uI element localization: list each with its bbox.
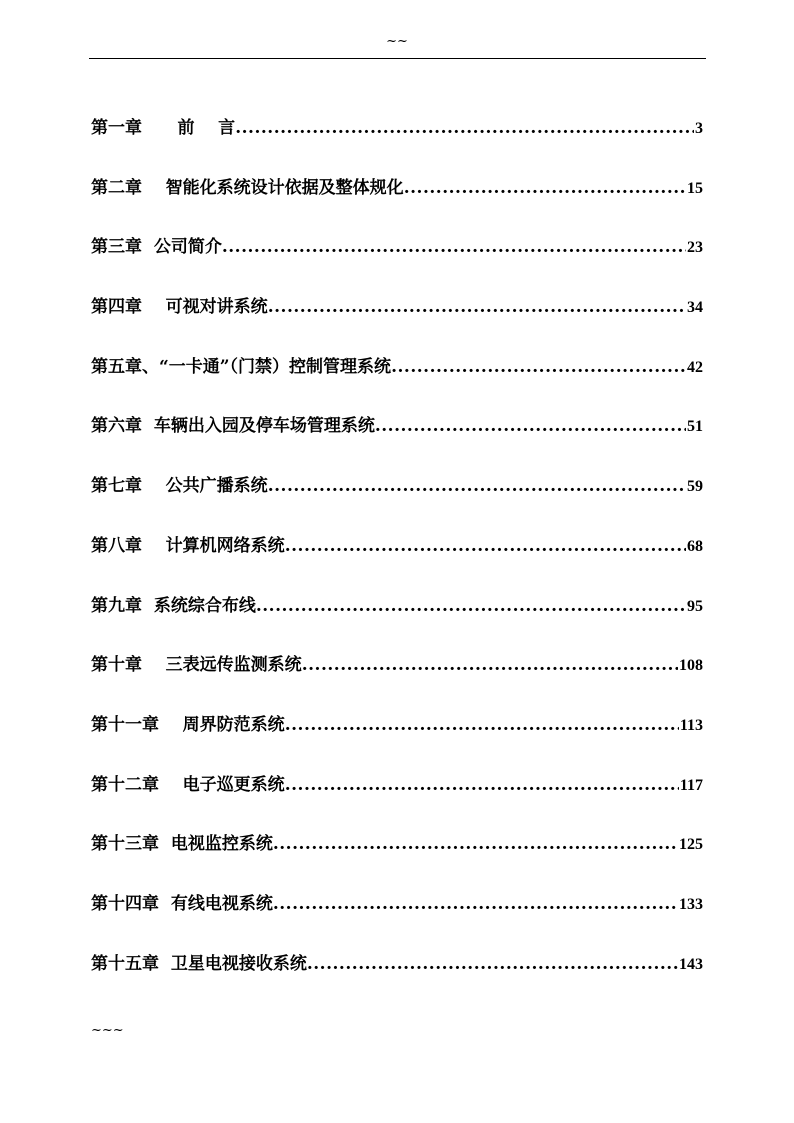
toc-page-number: 15 xyxy=(687,179,703,197)
toc-entry-label: 第一章 前 言 xyxy=(91,118,236,138)
toc-page-number: 42 xyxy=(687,358,703,376)
toc-entry-4[interactable] xyxy=(91,291,703,351)
toc-page-number: 34 xyxy=(687,299,703,317)
toc-leader-dots xyxy=(268,291,686,323)
toc-entry-label: 第十二章 电子巡更系统 xyxy=(91,774,285,795)
toc-entry-14[interactable] xyxy=(91,888,703,948)
toc-entry-8[interactable] xyxy=(91,530,703,590)
toc-entry-label: 第四章 可视对讲系统 xyxy=(91,297,268,318)
toc-entry-11[interactable] xyxy=(91,709,703,769)
toc-entry-12[interactable] xyxy=(91,769,703,829)
toc-entry-label: 第二章 智能化系统设计依据及整体规化 xyxy=(91,177,404,198)
toc-leader-dots xyxy=(307,948,678,980)
toc-entry-label: 第三章 公司简介 xyxy=(91,237,222,258)
toc-page-number: 143 xyxy=(679,955,703,973)
toc-entry-3[interactable] xyxy=(91,231,703,291)
toc-entry-label: 第十章 三表远传监测系统 xyxy=(91,655,302,676)
toc-page-number: 59 xyxy=(687,478,703,496)
toc-entry-label: 第六章 车辆出入园及停车场管理系统 xyxy=(91,416,375,437)
toc-entry-15[interactable] xyxy=(91,948,703,1008)
toc-entry-label: 第七章 公共广播系统 xyxy=(91,476,268,497)
toc-leader-dots xyxy=(268,470,686,502)
toc-entry-13[interactable] xyxy=(91,828,703,888)
toc-leader-dots xyxy=(404,172,686,204)
toc-entry-6[interactable] xyxy=(91,410,703,470)
toc-leader-dots xyxy=(256,590,686,622)
header-mark: ~~ xyxy=(386,34,408,49)
toc-leader-dots xyxy=(222,231,686,263)
toc-page-number: 51 xyxy=(687,418,703,436)
toc-entry-label: 第十三章 电视监控系统 xyxy=(91,834,273,855)
toc-entry-2[interactable] xyxy=(91,172,703,232)
toc-entry-label: 第十五章 卫星电视接收系统 xyxy=(91,953,307,974)
footer-mark: ~~~ xyxy=(91,1023,124,1038)
toc-page-number: 133 xyxy=(679,895,703,913)
toc-entry-label: 第十四章 有线电视系统 xyxy=(91,893,273,914)
toc-leader-dots xyxy=(273,828,678,860)
toc-leader-dots xyxy=(302,649,678,681)
toc-page-number: 113 xyxy=(679,716,703,734)
toc-page-number: 23 xyxy=(687,239,703,257)
table-of-contents xyxy=(91,112,703,1007)
toc-page-number: 125 xyxy=(679,836,703,854)
toc-page-number: 117 xyxy=(679,776,703,794)
toc-leader-dots xyxy=(235,112,694,144)
toc-entry-label: 第八章 计算机网络系统 xyxy=(91,535,285,556)
toc-entry-9[interactable] xyxy=(91,590,703,650)
toc-page-number: 95 xyxy=(687,597,703,615)
header-rule xyxy=(89,58,706,59)
toc-leader-dots xyxy=(391,351,686,383)
toc-entry-1[interactable] xyxy=(91,112,703,172)
toc-entry-7[interactable] xyxy=(91,470,703,530)
toc-entry-label: 第五章、“一卡通”（门禁）控制管理系统 xyxy=(91,356,392,377)
toc-entry-5[interactable] xyxy=(91,351,703,411)
toc-leader-dots xyxy=(375,410,686,442)
toc-leader-dots xyxy=(285,530,686,562)
toc-page-number: 3 xyxy=(695,120,703,137)
toc-leader-dots xyxy=(285,709,679,741)
toc-entry-10[interactable] xyxy=(91,649,703,709)
toc-page-number: 108 xyxy=(679,657,703,675)
toc-entry-label: 第九章 系统综合布线 xyxy=(91,595,256,616)
toc-leader-dots xyxy=(285,769,679,801)
toc-leader-dots xyxy=(273,888,678,920)
toc-page-number: 68 xyxy=(687,537,703,555)
toc-entry-label: 第十一章 周界防范系统 xyxy=(91,714,285,735)
